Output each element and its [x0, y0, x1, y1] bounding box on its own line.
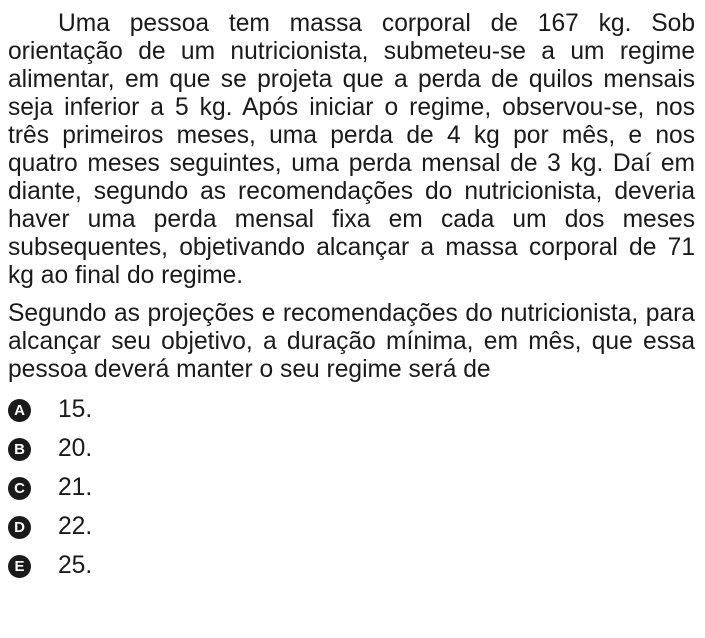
option-d-letter-badge: D	[8, 516, 31, 539]
question-prompt: Segundo as projeções e recomendações do nutricionista, para alcançar seu objetivo, a duração mínima, em mês, que essa pessoa deverá manter o seu regime será de	[8, 300, 695, 383]
question-statement: Uma pessoa tem massa corporal de 167 kg. Sob orientação de um nutricionista, submeteu-se a um regime alimentar, em que se projeta que a perda de quilos mensais seja inferior a 5 kg. Após iniciar o regime, observou-se, nos três primeiros meses, uma perda de 4 kg por mês, e nos quatro meses seguintes, uma perda mensal de 3 kg. Daí em diante, segundo as recomendações do nutricionista, deveria haver uma perda mensal fixa em cada um dos meses subsequentes, objetivando alcançar a massa corporal de 71 kg ao final do regime.	[8, 10, 695, 289]
option-c[interactable]	[8, 474, 695, 502]
option-a-letter-badge: A	[8, 399, 31, 422]
option-a[interactable]	[8, 396, 695, 424]
option-a-text: 15.	[58, 396, 93, 423]
option-c-letter-badge: C	[8, 477, 31, 500]
option-d-text: 22.	[58, 513, 93, 540]
option-b[interactable]	[8, 435, 695, 463]
answer-options	[8, 396, 695, 580]
option-b-text: 20.	[58, 435, 93, 462]
option-c-text: 21.	[58, 474, 93, 501]
option-e-letter-badge: E	[8, 555, 31, 578]
option-d[interactable]	[8, 513, 695, 541]
option-b-letter-badge: B	[8, 438, 31, 461]
option-e[interactable]	[8, 552, 695, 580]
option-e-text: 25.	[58, 552, 93, 579]
